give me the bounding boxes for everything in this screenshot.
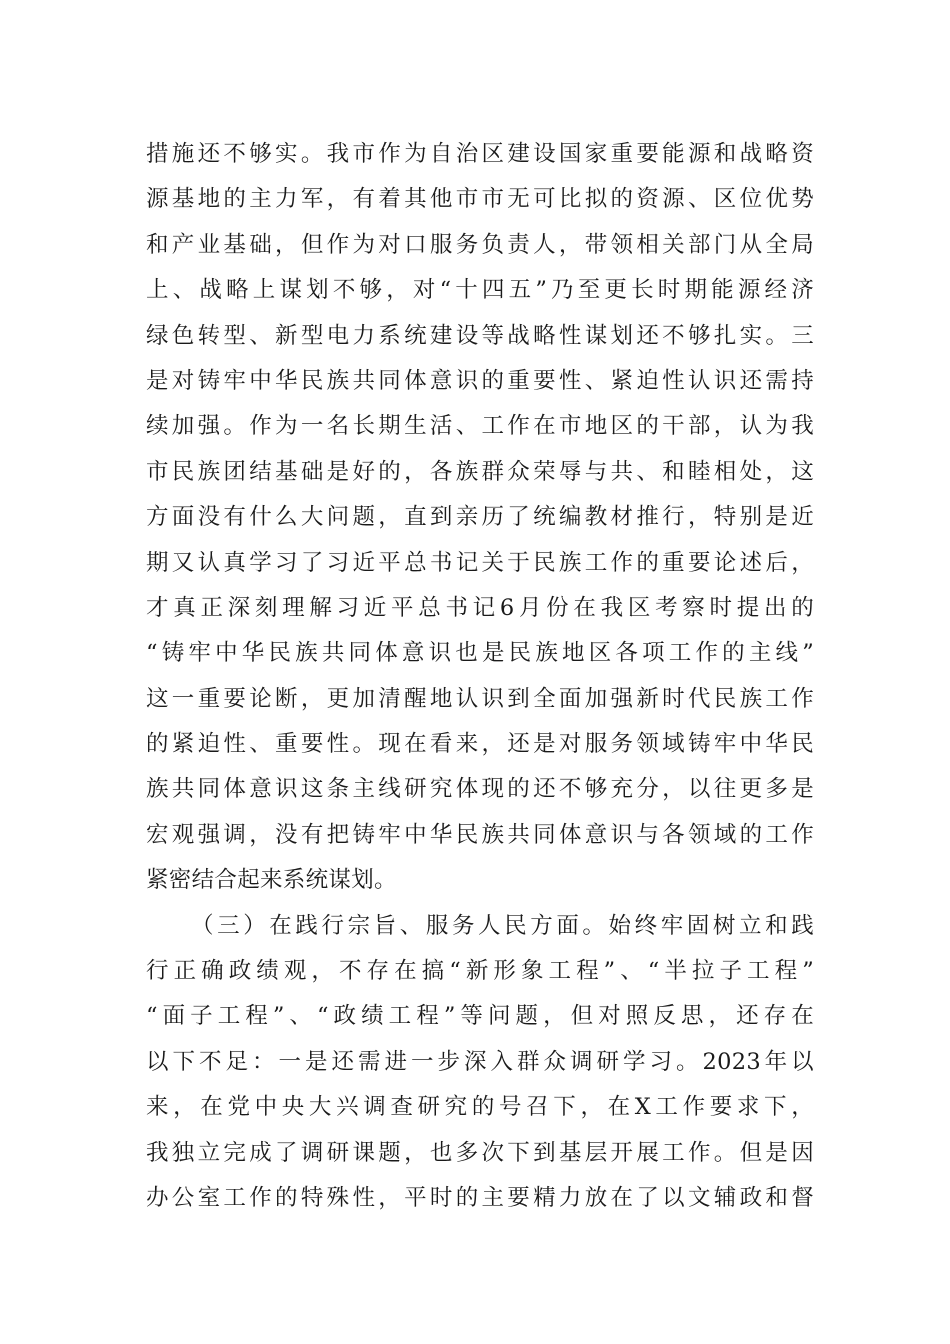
text-line: “面子工程”、“政绩工程”等问题，但对照反思，还存在 <box>146 1003 814 1030</box>
text-line: 的紧迫性、重要性。现在看来，还是对服务领域铸牢中华民 <box>146 731 814 758</box>
text-line: 才真正深刻理解习近平总书记6月份在我区考察时提出的 <box>146 594 814 621</box>
section-heading-line: （三）在践行宗旨、服务人民方面。始终牢固树立和践 <box>191 912 814 939</box>
text-line: 族共同体意识这条主线研究体现的还不够充分，以往更多是 <box>146 776 814 803</box>
text-line: 措施还不够实。我市作为自治区建设国家重要能源和战略资 <box>146 141 814 167</box>
text-line: 是对铸牢中华民族共同体意识的重要性、紧迫性认识还需持 <box>146 367 814 394</box>
text-line: 办公室工作的特殊性，平时的主要精力放在了以文辅政和督 <box>146 1184 814 1211</box>
text-line: 绿色转型、新型电力系统建设等战略性谋划还不够扎实。三 <box>146 322 814 349</box>
text-line: 源基地的主力军，有着其他市市无可比拟的资源、区位优势 <box>146 186 814 213</box>
text-line: 行正确政绩观，不存在搞“新形象工程”、“半拉子工程” <box>146 958 814 985</box>
text-line: 市民族团结基础是好的，各族群众荣辱与共、和睦相处，这 <box>146 458 814 485</box>
text-line: 来，在党中央大兴调查研究的号召下，在X工作要求下， <box>146 1094 814 1121</box>
text-line: 和产业基础，但作为对口服务负责人，带领相关部门从全局 <box>146 231 814 258</box>
text-line: 以下不足：一是还需进一步深入群众调研学习。2023年以 <box>146 1048 814 1075</box>
text-line: “铸牢中华民族共同体意识也是民族地区各项工作的主线” <box>146 640 814 667</box>
body-text <box>146 132 814 1221</box>
text-line: 期又认真学习了习近平总书记关于民族工作的重要论述后， <box>146 549 814 576</box>
text-line: 宏观强调，没有把铸牢中华民族共同体意识与各领域的工作 <box>146 821 814 848</box>
text-line: 这一重要论断，更加清醒地认识到全面加强新时代民族工作 <box>146 685 814 712</box>
text-line: 续加强。作为一名长期生活、工作在市地区的干部，认为我 <box>146 413 814 440</box>
text-line: 方面没有什么大问题，直到亲历了统编教材推行，特别是近 <box>146 504 814 531</box>
text-line: 上、战略上谋划不够，对“十四五”乃至更长时期能源经济 <box>146 277 814 304</box>
text-line: 我独立完成了调研课题，也多次下到基层开展工作。但是因 <box>146 1139 814 1166</box>
text-line: 紧密结合起来系统谋划。 <box>146 867 397 894</box>
